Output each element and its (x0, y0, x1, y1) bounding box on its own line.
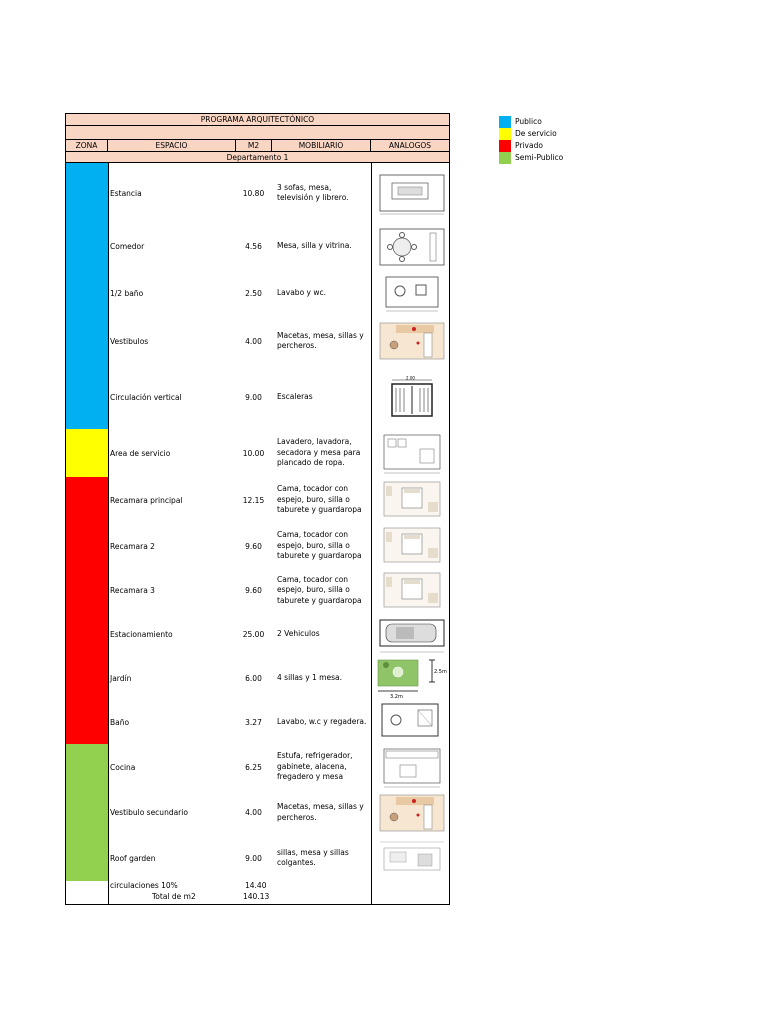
legend-label: De servicio (515, 129, 557, 138)
living-room-plan-icon (376, 171, 448, 215)
espacio-cell: Vestibulo secundario (110, 808, 188, 817)
espacio-cell: Comedor (110, 242, 145, 251)
dining-table-plan-icon (376, 225, 448, 269)
mobiliario-cell: Macetas, mesa, sillas y percheros. (277, 802, 364, 822)
legend-label: Publico (515, 117, 542, 126)
section-header: Departamento 1 (66, 152, 449, 163)
legend-label: Semi-Publico (515, 153, 564, 162)
m2-cell: 9.60 (245, 586, 262, 595)
column-header-mobiliario: MOBILIARIO (272, 140, 371, 152)
laundry-plan-icon (376, 431, 448, 475)
bathroom-plan-icon (376, 700, 448, 744)
zone-color-cell (66, 163, 108, 223)
mobiliario-cell: Lavadero, lavadora, secadora y mesa para plancado de ropa. (277, 437, 361, 468)
espacio-cell: Circulación vertical (110, 393, 182, 402)
m2-cell: 6.25 (245, 762, 262, 772)
table-title: PROGRAMA ARQUITECTÓNICO (66, 114, 449, 126)
total-label: Total de m2 (152, 892, 196, 901)
espacio-cell: Jardín (110, 673, 132, 683)
bedroom-plan-icon (376, 478, 448, 522)
legend-item (499, 116, 589, 128)
legend-swatch (499, 140, 511, 152)
zone-color-cell (66, 744, 108, 790)
legend-item (499, 152, 589, 164)
column-header-row (66, 140, 449, 152)
garden-plan-icon (376, 656, 448, 700)
legend-swatch (499, 128, 511, 140)
mobiliario-cell: 4 sillas y 1 mesa. (277, 672, 342, 682)
espacio-cell: Area de servicio (110, 448, 171, 458)
espacio-cell: Estacionamiento (110, 629, 173, 639)
mobiliario-cell: Lavabo y wc. (277, 287, 327, 297)
espacio-cell: Baño (110, 717, 130, 727)
legend-item (499, 128, 589, 140)
mobiliario-cell: Cama, tocador con espejo, buro, silla o taburete y guardaropa (277, 484, 362, 515)
roof-garden-plan-icon (376, 836, 448, 880)
legend-swatch (499, 116, 511, 128)
espacio-cell: Roof garden (110, 853, 156, 863)
mobiliario-cell: 3 sofas, mesa, televisión y librero. (277, 182, 349, 202)
m2-cell: 25.00 (242, 629, 265, 639)
m2-cell: 3.27 (245, 717, 262, 727)
m2-cell: 4.56 (245, 242, 262, 251)
zone-color-cell (66, 656, 108, 700)
zone-color-cell (66, 316, 108, 366)
half-bath-plan-icon (376, 271, 448, 315)
zone-color-cell (66, 477, 108, 523)
mobiliario-cell: Estufa, refrigerador, gabinete, alacena, fregadero y mesa (277, 751, 353, 782)
mobiliario-cell: Mesa, silla y vitrina. (277, 241, 352, 251)
vestibule-plan-icon (376, 791, 448, 835)
bedroom-plan-icon (376, 569, 448, 613)
zone-color-cell (66, 569, 108, 612)
espacio-cell: 1/2 baño (110, 288, 144, 298)
espacio-cell: Cocina (110, 762, 136, 772)
parking-plan-icon (376, 612, 448, 656)
column-header-analogos: ANALOGOS (388, 141, 432, 150)
zone-color-cell (66, 523, 108, 569)
legend-label: Privado (515, 141, 543, 150)
stair-plan-icon (376, 376, 448, 420)
m2-cell: 6.00 (245, 673, 262, 683)
espacio-cell: Estancia (110, 188, 142, 198)
mobiliario-cell: Escaleras (277, 392, 313, 402)
espacio-cell: Vestibulos (110, 336, 149, 346)
espacio-cell: Recamara 2 (110, 541, 155, 551)
m2-cell: 10.80 (242, 188, 265, 198)
legend-item (499, 140, 589, 152)
mobiliario-cell: sillas, mesa y sillas colgantes. (277, 847, 349, 867)
column-divider (371, 163, 372, 904)
total-m2: 140.13 (243, 892, 270, 901)
column-divider (108, 163, 109, 904)
zone-color-cell (66, 270, 108, 316)
column-header-espacio: ESPACIO (108, 140, 236, 152)
legend-swatch (499, 152, 511, 164)
zone-blank-cell (66, 881, 108, 904)
espacio-cell: Recamara 3 (110, 586, 155, 595)
zone-color-cell (66, 612, 108, 656)
column-header-zona: ZONA (66, 140, 108, 152)
zone-color-cell (66, 366, 108, 429)
m2-cell: 9.00 (245, 393, 262, 402)
espacio-cell: Recamara principal (110, 495, 183, 505)
kitchen-plan-icon (376, 745, 448, 789)
svg-text:2.5m: 2.5m (434, 669, 447, 675)
zone-color-cell (66, 700, 108, 744)
m2-cell: 9.60 (245, 541, 262, 551)
mobiliario-cell: Macetas, mesa, sillas y percheros. (277, 330, 364, 350)
m2-cell: 10.00 (242, 448, 265, 458)
mobiliario-cell: Cama, tocador con espejo, buro, silla o taburete y guardaropa (277, 574, 362, 605)
blank-header-row (66, 126, 449, 140)
bedroom-plan-icon (376, 524, 448, 568)
circulaciones-m2: 14.40 (245, 881, 267, 890)
zone-color-cell (66, 429, 108, 477)
m2-cell: 4.00 (245, 808, 262, 817)
zone-color-cell (66, 223, 108, 270)
zone-legend (499, 116, 589, 164)
svg-text:3.2m: 3.2m (390, 694, 403, 700)
m2-cell: 12.15 (242, 495, 265, 505)
m2-cell: 4.00 (245, 336, 262, 346)
svg-text:2.00: 2.00 (406, 375, 415, 380)
program-table (65, 113, 450, 905)
mobiliario-cell: 2 Vehiculos (277, 628, 320, 638)
zone-color-cell (66, 835, 108, 881)
m2-cell: 2.50 (245, 288, 262, 298)
m2-cell: 9.00 (245, 853, 262, 863)
mobiliario-cell: Lavabo, w.c y regadera. (277, 716, 367, 726)
zone-color-cell (66, 790, 108, 835)
mobiliario-cell: Cama, tocador con espejo, buro, silla o taburete y guardaropa (277, 530, 362, 561)
circulaciones-label: circulaciones 10% (110, 881, 178, 890)
vestibule-plan-icon (376, 319, 448, 363)
column-header-m2: M2 (236, 140, 272, 152)
